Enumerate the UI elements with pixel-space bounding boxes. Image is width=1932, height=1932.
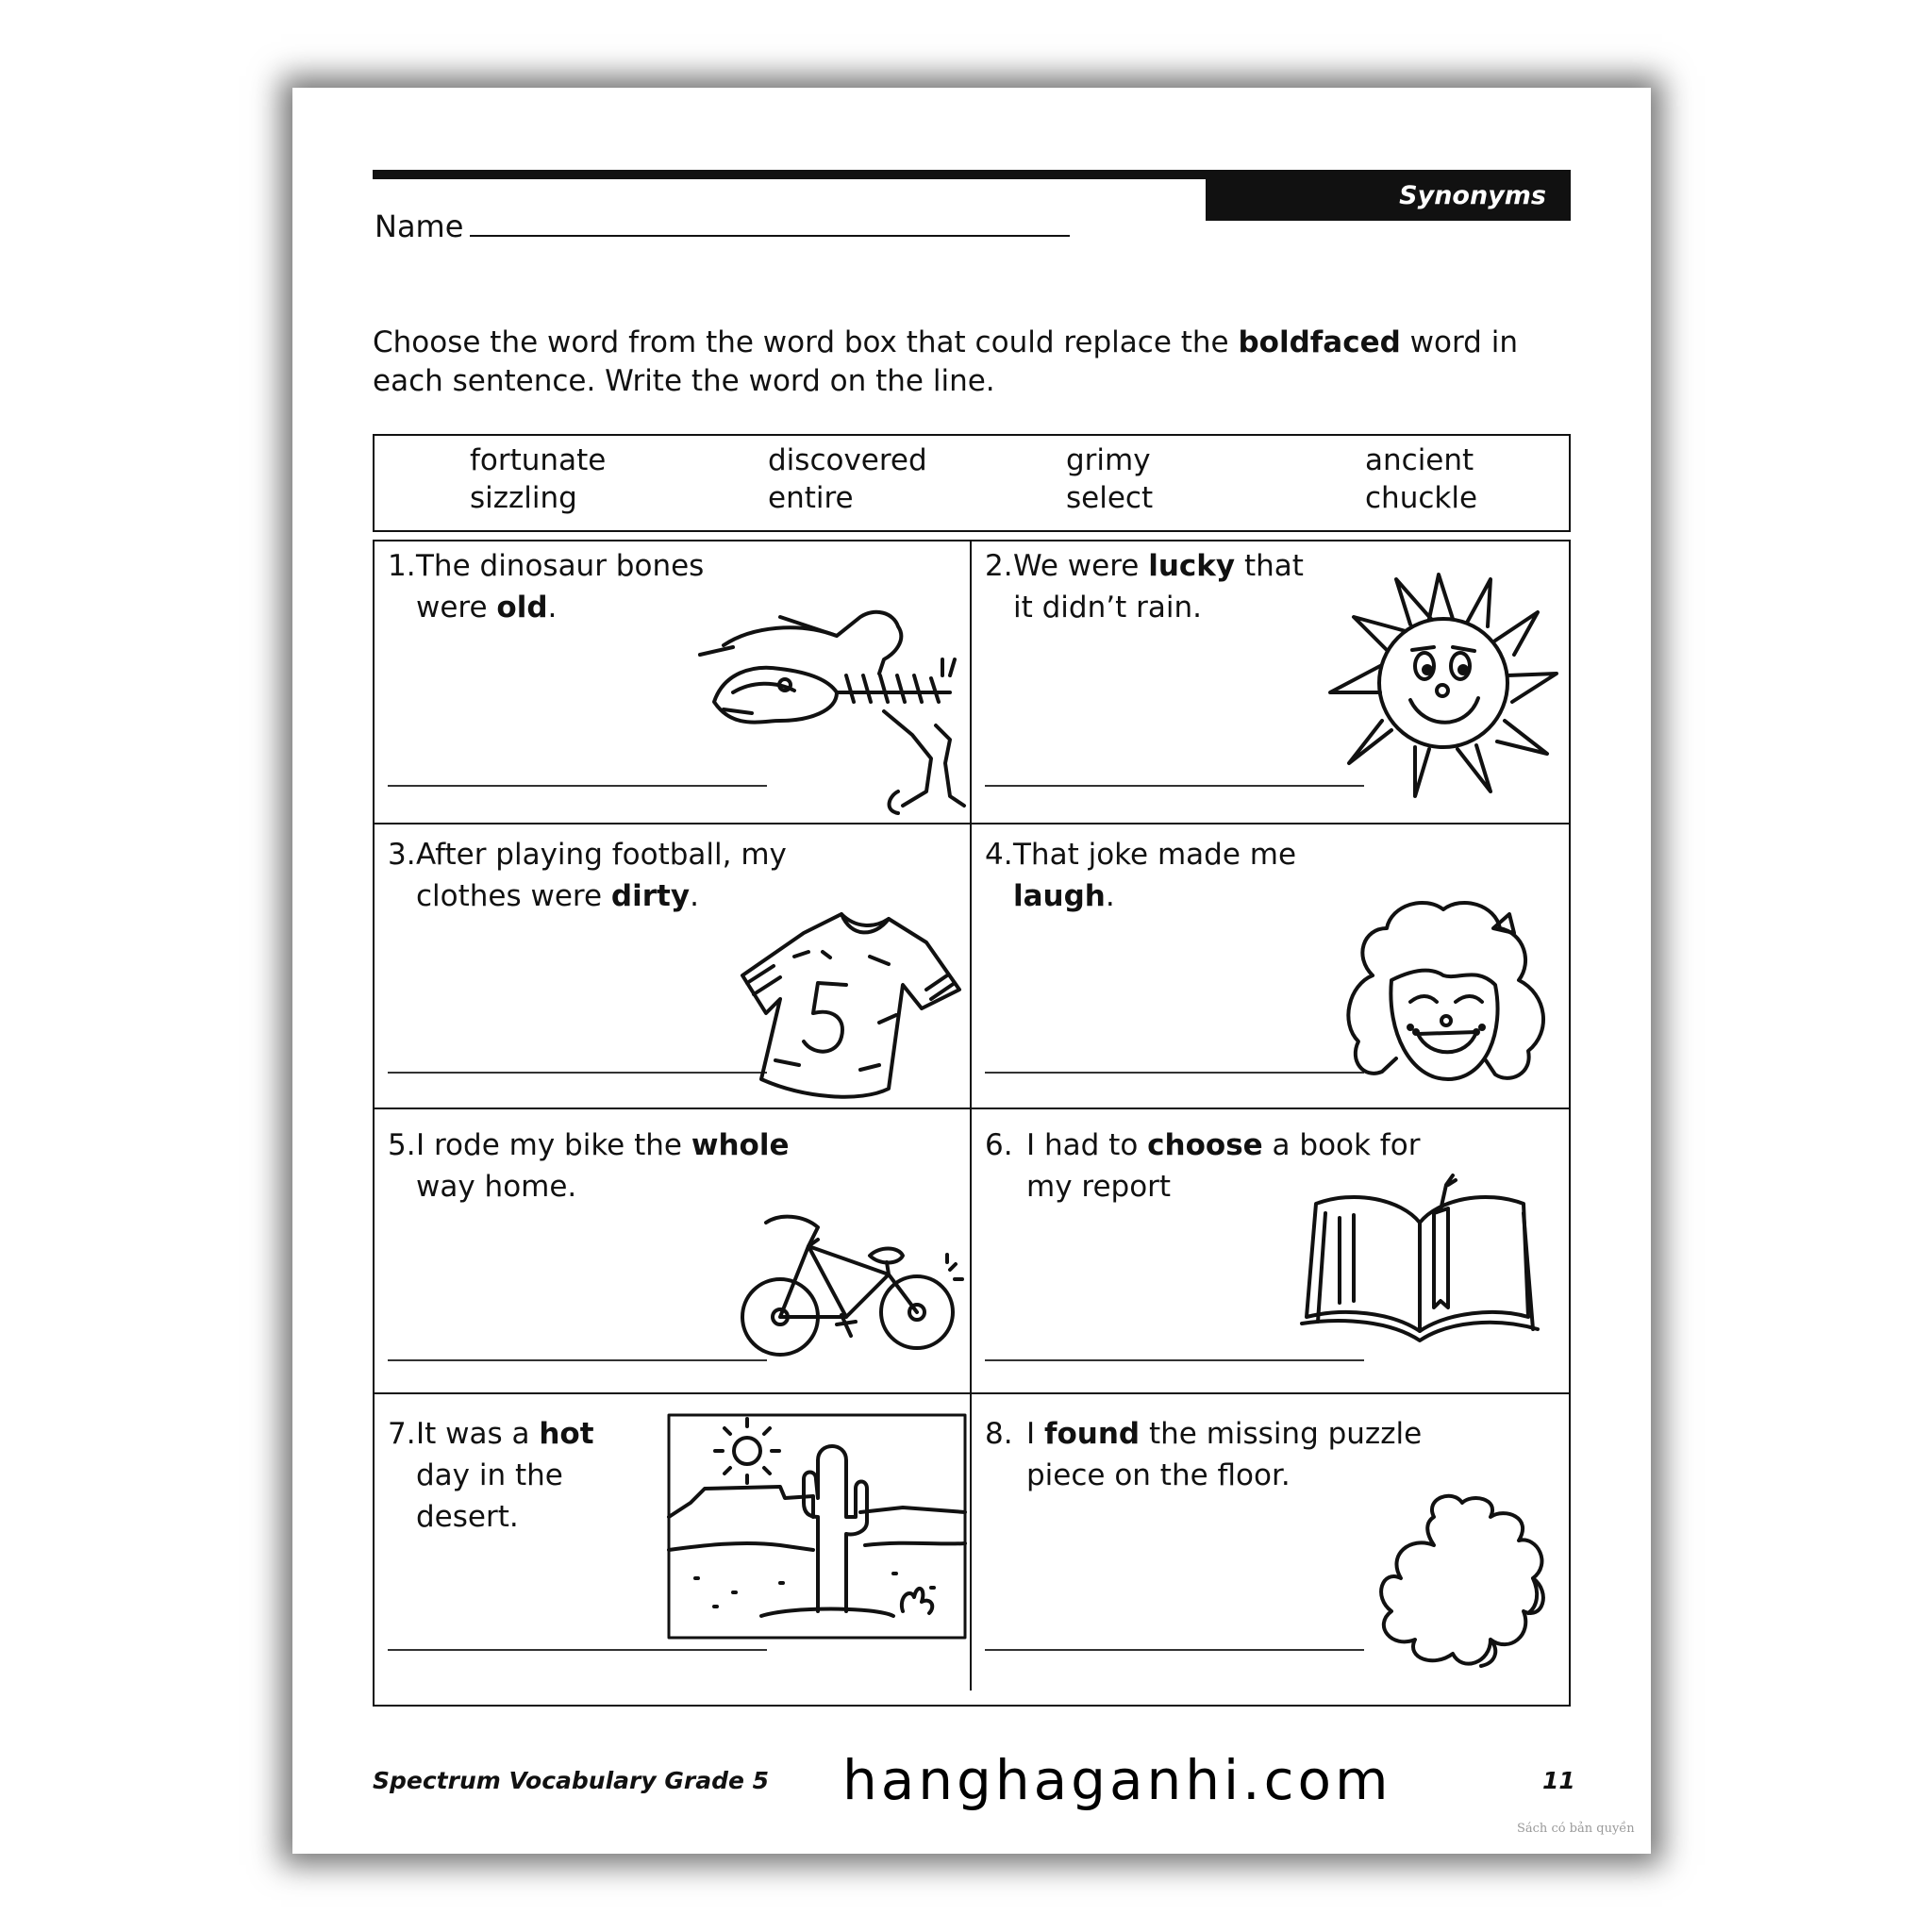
question-text-end: . (690, 879, 699, 913)
question-cell-4 (972, 824, 1567, 1113)
question-text (1013, 834, 1372, 917)
answer-line-5[interactable] (388, 1359, 767, 1361)
boldfaced-word: dirty (610, 879, 691, 913)
question-text-start: I had to (1026, 1128, 1148, 1162)
word-box-item: fortunate (470, 443, 607, 477)
bicycle-icon (738, 1204, 964, 1364)
laughing-girl-icon (1335, 891, 1561, 1098)
boldfaced-word: lucky (1148, 549, 1236, 583)
question-cell-1 (375, 541, 970, 830)
question-number: 3. (388, 838, 416, 872)
boldfaced-word: found (1044, 1417, 1141, 1451)
question-number: 1. (388, 549, 416, 583)
sun-icon (1325, 560, 1561, 808)
question-text (1013, 545, 1324, 628)
question-cell-8 (972, 1394, 1567, 1683)
footer-book-title: Spectrum Vocabulary Grade 5 (373, 1767, 770, 1794)
question-number: 7. (388, 1417, 416, 1451)
boldfaced-word: hot (539, 1417, 594, 1451)
question-cell-2 (972, 541, 1567, 830)
boldfaced-word: choose (1147, 1128, 1263, 1162)
question-text-end: way home. (416, 1170, 577, 1204)
boldfaced-word: whole (691, 1128, 790, 1162)
jersey-icon (738, 909, 964, 1108)
word-box-item: grimy (1066, 443, 1151, 477)
word-box-item: select (1066, 481, 1154, 515)
question-text-start: After playing football, my clothes were (416, 838, 787, 913)
instructions-text: Choose the word from the word box that could replace the (373, 325, 1239, 359)
word-box (373, 434, 1571, 532)
question-text (416, 834, 812, 917)
question-text-end: day in the desert. (416, 1458, 563, 1534)
word-box-item: ancient (1365, 443, 1474, 477)
answer-line-2[interactable] (985, 785, 1364, 787)
answer-line-4[interactable] (985, 1072, 1364, 1074)
question-text-start: I (1026, 1417, 1044, 1451)
question-number: 4. (985, 838, 1013, 872)
question-text (416, 1413, 605, 1538)
instructions-bold: boldfaced (1238, 325, 1401, 359)
question-text-start: We were (1013, 549, 1149, 583)
question-text (416, 1124, 831, 1208)
answer-line-7[interactable] (388, 1649, 767, 1651)
word-box-item: entire (768, 481, 854, 515)
word-box-item: sizzling (470, 481, 577, 515)
name-input-line[interactable] (470, 235, 1070, 237)
page-number: 11 (1542, 1767, 1575, 1794)
question-text-end: . (1105, 879, 1115, 913)
question-number: 5. (388, 1128, 416, 1162)
worksheet-page (292, 88, 1651, 1854)
question-text-end: . (547, 591, 558, 625)
question-text-end: the missing puzzle piece on the floor. (1026, 1417, 1423, 1492)
question-text-end: a book for my report (1026, 1128, 1421, 1204)
desert-cactus-icon (667, 1413, 967, 1640)
name-label: Name (375, 208, 464, 244)
boldfaced-word: old (496, 591, 548, 625)
question-text (1026, 1413, 1441, 1496)
watermark-url: hanghaganhi.com (842, 1748, 1392, 1812)
word-box-item: chuckle (1365, 481, 1478, 515)
question-text-start: I rode my bike the (416, 1128, 691, 1162)
dinosaur-skeleton-icon (695, 570, 969, 817)
question-number: 6. (985, 1128, 1013, 1162)
question-text-end: that it didn’t rain. (1013, 549, 1304, 625)
answer-line-8[interactable] (985, 1649, 1364, 1651)
book-icon (1297, 1161, 1542, 1350)
question-text-start: It was a (416, 1417, 540, 1451)
copyright-note: Sách có bản quyền (1517, 1822, 1635, 1836)
boldfaced-word: laugh (1013, 879, 1106, 913)
answer-line-3[interactable] (388, 1072, 767, 1074)
question-text-start: The dinosaur bones were (416, 549, 705, 625)
question-text (416, 545, 727, 628)
answer-line-6[interactable] (985, 1359, 1364, 1361)
question-grid (373, 540, 1571, 1707)
word-box-item: discovered (768, 443, 927, 477)
question-cell-5 (375, 1109, 970, 1398)
question-text-start: That joke made me (1013, 838, 1297, 872)
question-number: 8. (985, 1417, 1013, 1451)
question-cell-7 (375, 1394, 970, 1683)
topic-tag: Synonyms (1206, 170, 1571, 221)
question-number: 2. (985, 549, 1013, 583)
instructions (373, 324, 1590, 401)
instructions-text-end: word in each sentence. Write the word on the line. (373, 325, 1518, 398)
puzzle-piece-icon (1368, 1489, 1557, 1677)
question-cell-6 (972, 1109, 1567, 1398)
question-cell-3 (375, 824, 970, 1113)
